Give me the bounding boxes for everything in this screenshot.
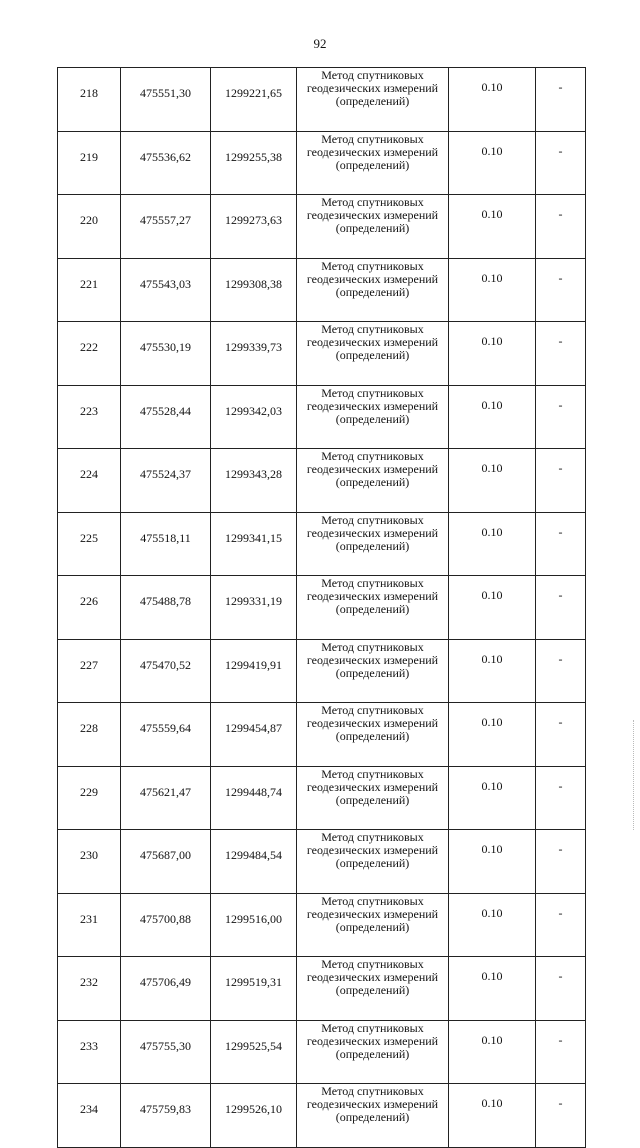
note-cell: - — [536, 195, 586, 259]
method-cell: Метод спутниковых геодезических измерений (определений) — [297, 893, 449, 957]
note-cell: - — [536, 1084, 586, 1148]
x-coordinate-cell: 475687,00 — [121, 830, 211, 894]
y-coordinate-cell: 1299484,54 — [211, 830, 297, 894]
y-coordinate-cell: 1299516,00 — [211, 893, 297, 957]
accuracy-cell: 0.10 — [449, 131, 536, 195]
x-coordinate-cell: 475706,49 — [121, 957, 211, 1021]
accuracy-cell: 0.10 — [449, 385, 536, 449]
y-coordinate-cell: 1299308,38 — [211, 258, 297, 322]
x-coordinate-cell: 475700,88 — [121, 893, 211, 957]
note-cell: - — [536, 830, 586, 894]
y-coordinate-cell: 1299526,10 — [211, 1084, 297, 1148]
table-row — [58, 322, 586, 386]
y-coordinate-cell: 1299273,63 — [211, 195, 297, 259]
point-number-cell: 218 — [58, 68, 121, 132]
table-row — [58, 131, 586, 195]
table-row — [58, 385, 586, 449]
page-number: 92 — [313, 36, 327, 51]
y-coordinate-cell: 1299343,28 — [211, 449, 297, 513]
y-coordinate-cell: 1299454,87 — [211, 703, 297, 767]
table-row — [58, 830, 586, 894]
method-cell: Метод спутниковых геодезических измерений (определений) — [297, 385, 449, 449]
x-coordinate-cell: 475528,44 — [121, 385, 211, 449]
method-cell: Метод спутниковых геодезических измерений (определений) — [297, 258, 449, 322]
point-number-cell: 223 — [58, 385, 121, 449]
x-coordinate-cell: 475557,27 — [121, 195, 211, 259]
note-cell: - — [536, 449, 586, 513]
x-coordinate-cell: 475559,64 — [121, 703, 211, 767]
table-row — [58, 1020, 586, 1084]
scan-artifact — [633, 720, 636, 830]
accuracy-cell: 0.10 — [449, 195, 536, 259]
accuracy-cell: 0.10 — [449, 68, 536, 132]
x-coordinate-cell: 475755,30 — [121, 1020, 211, 1084]
point-number-cell: 232 — [58, 957, 121, 1021]
y-coordinate-cell: 1299448,74 — [211, 766, 297, 830]
note-cell: - — [536, 512, 586, 576]
accuracy-cell: 0.10 — [449, 449, 536, 513]
x-coordinate-cell: 475530,19 — [121, 322, 211, 386]
method-cell: Метод спутниковых геодезических измерений (определений) — [297, 449, 449, 513]
point-number-cell: 229 — [58, 766, 121, 830]
point-number-cell: 224 — [58, 449, 121, 513]
table-row — [58, 893, 586, 957]
point-number-cell: 234 — [58, 1084, 121, 1148]
point-number-cell: 227 — [58, 639, 121, 703]
x-coordinate-cell: 475488,78 — [121, 576, 211, 640]
method-cell: Метод спутниковых геодезических измерений (определений) — [297, 1084, 449, 1148]
point-number-cell: 221 — [58, 258, 121, 322]
accuracy-cell: 0.10 — [449, 1020, 536, 1084]
method-cell: Метод спутниковых геодезических измерений (определений) — [297, 195, 449, 259]
method-cell: Метод спутниковых геодезических измерений (определений) — [297, 322, 449, 386]
accuracy-cell: 0.10 — [449, 512, 536, 576]
point-number-cell: 228 — [58, 703, 121, 767]
method-cell: Метод спутниковых геодезических измерений (определений) — [297, 131, 449, 195]
method-cell: Метод спутниковых геодезических измерений (определений) — [297, 766, 449, 830]
y-coordinate-cell: 1299519,31 — [211, 957, 297, 1021]
method-cell: Метод спутниковых геодезических измерений (определений) — [297, 703, 449, 767]
note-cell: - — [536, 258, 586, 322]
accuracy-cell: 0.10 — [449, 830, 536, 894]
y-coordinate-cell: 1299331,19 — [211, 576, 297, 640]
accuracy-cell: 0.10 — [449, 322, 536, 386]
x-coordinate-cell: 475518,11 — [121, 512, 211, 576]
coordinates-table-body — [58, 68, 586, 1148]
method-cell: Метод спутниковых геодезических измерений (определений) — [297, 830, 449, 894]
method-cell: Метод спутниковых геодезических измерений (определений) — [297, 957, 449, 1021]
y-coordinate-cell: 1299341,15 — [211, 512, 297, 576]
table-row — [58, 512, 586, 576]
y-coordinate-cell: 1299255,38 — [211, 131, 297, 195]
accuracy-cell: 0.10 — [449, 639, 536, 703]
table-row — [58, 957, 586, 1021]
point-number-cell: 219 — [58, 131, 121, 195]
point-number-cell: 230 — [58, 830, 121, 894]
note-cell: - — [536, 1020, 586, 1084]
note-cell: - — [536, 576, 586, 640]
method-cell: Метод спутниковых геодезических измерений (определений) — [297, 639, 449, 703]
coordinates-table — [57, 67, 586, 1148]
note-cell: - — [536, 68, 586, 132]
note-cell: - — [536, 385, 586, 449]
table-row — [58, 195, 586, 259]
y-coordinate-cell: 1299342,03 — [211, 385, 297, 449]
method-cell: Метод спутниковых геодезических измерений (определений) — [297, 1020, 449, 1084]
table-row — [58, 639, 586, 703]
x-coordinate-cell: 475536,62 — [121, 131, 211, 195]
point-number-cell: 231 — [58, 893, 121, 957]
accuracy-cell: 0.10 — [449, 1084, 536, 1148]
note-cell: - — [536, 893, 586, 957]
table-row — [58, 68, 586, 132]
point-number-cell: 226 — [58, 576, 121, 640]
accuracy-cell: 0.10 — [449, 957, 536, 1021]
method-cell: Метод спутниковых геодезических измерений (определений) — [297, 68, 449, 132]
accuracy-cell: 0.10 — [449, 703, 536, 767]
x-coordinate-cell: 475759,83 — [121, 1084, 211, 1148]
note-cell: - — [536, 957, 586, 1021]
accuracy-cell: 0.10 — [449, 893, 536, 957]
table-row — [58, 1084, 586, 1148]
x-coordinate-cell: 475470,52 — [121, 639, 211, 703]
accuracy-cell: 0.10 — [449, 258, 536, 322]
note-cell: - — [536, 766, 586, 830]
y-coordinate-cell: 1299525,54 — [211, 1020, 297, 1084]
y-coordinate-cell: 1299419,91 — [211, 639, 297, 703]
accuracy-cell: 0.10 — [449, 766, 536, 830]
point-number-cell: 225 — [58, 512, 121, 576]
x-coordinate-cell: 475621,47 — [121, 766, 211, 830]
point-number-cell: 233 — [58, 1020, 121, 1084]
table-row — [58, 703, 586, 767]
table-row — [58, 258, 586, 322]
x-coordinate-cell: 475524,37 — [121, 449, 211, 513]
note-cell: - — [536, 703, 586, 767]
table-row — [58, 449, 586, 513]
x-coordinate-cell: 475551,30 — [121, 68, 211, 132]
table-row — [58, 766, 586, 830]
note-cell: - — [536, 131, 586, 195]
point-number-cell: 222 — [58, 322, 121, 386]
note-cell: - — [536, 322, 586, 386]
accuracy-cell: 0.10 — [449, 576, 536, 640]
y-coordinate-cell: 1299339,73 — [211, 322, 297, 386]
method-cell: Метод спутниковых геодезических измерений (определений) — [297, 512, 449, 576]
point-number-cell: 220 — [58, 195, 121, 259]
x-coordinate-cell: 475543,03 — [121, 258, 211, 322]
table-row — [58, 576, 586, 640]
note-cell: - — [536, 639, 586, 703]
y-coordinate-cell: 1299221,65 — [211, 68, 297, 132]
method-cell: Метод спутниковых геодезических измерений (определений) — [297, 576, 449, 640]
